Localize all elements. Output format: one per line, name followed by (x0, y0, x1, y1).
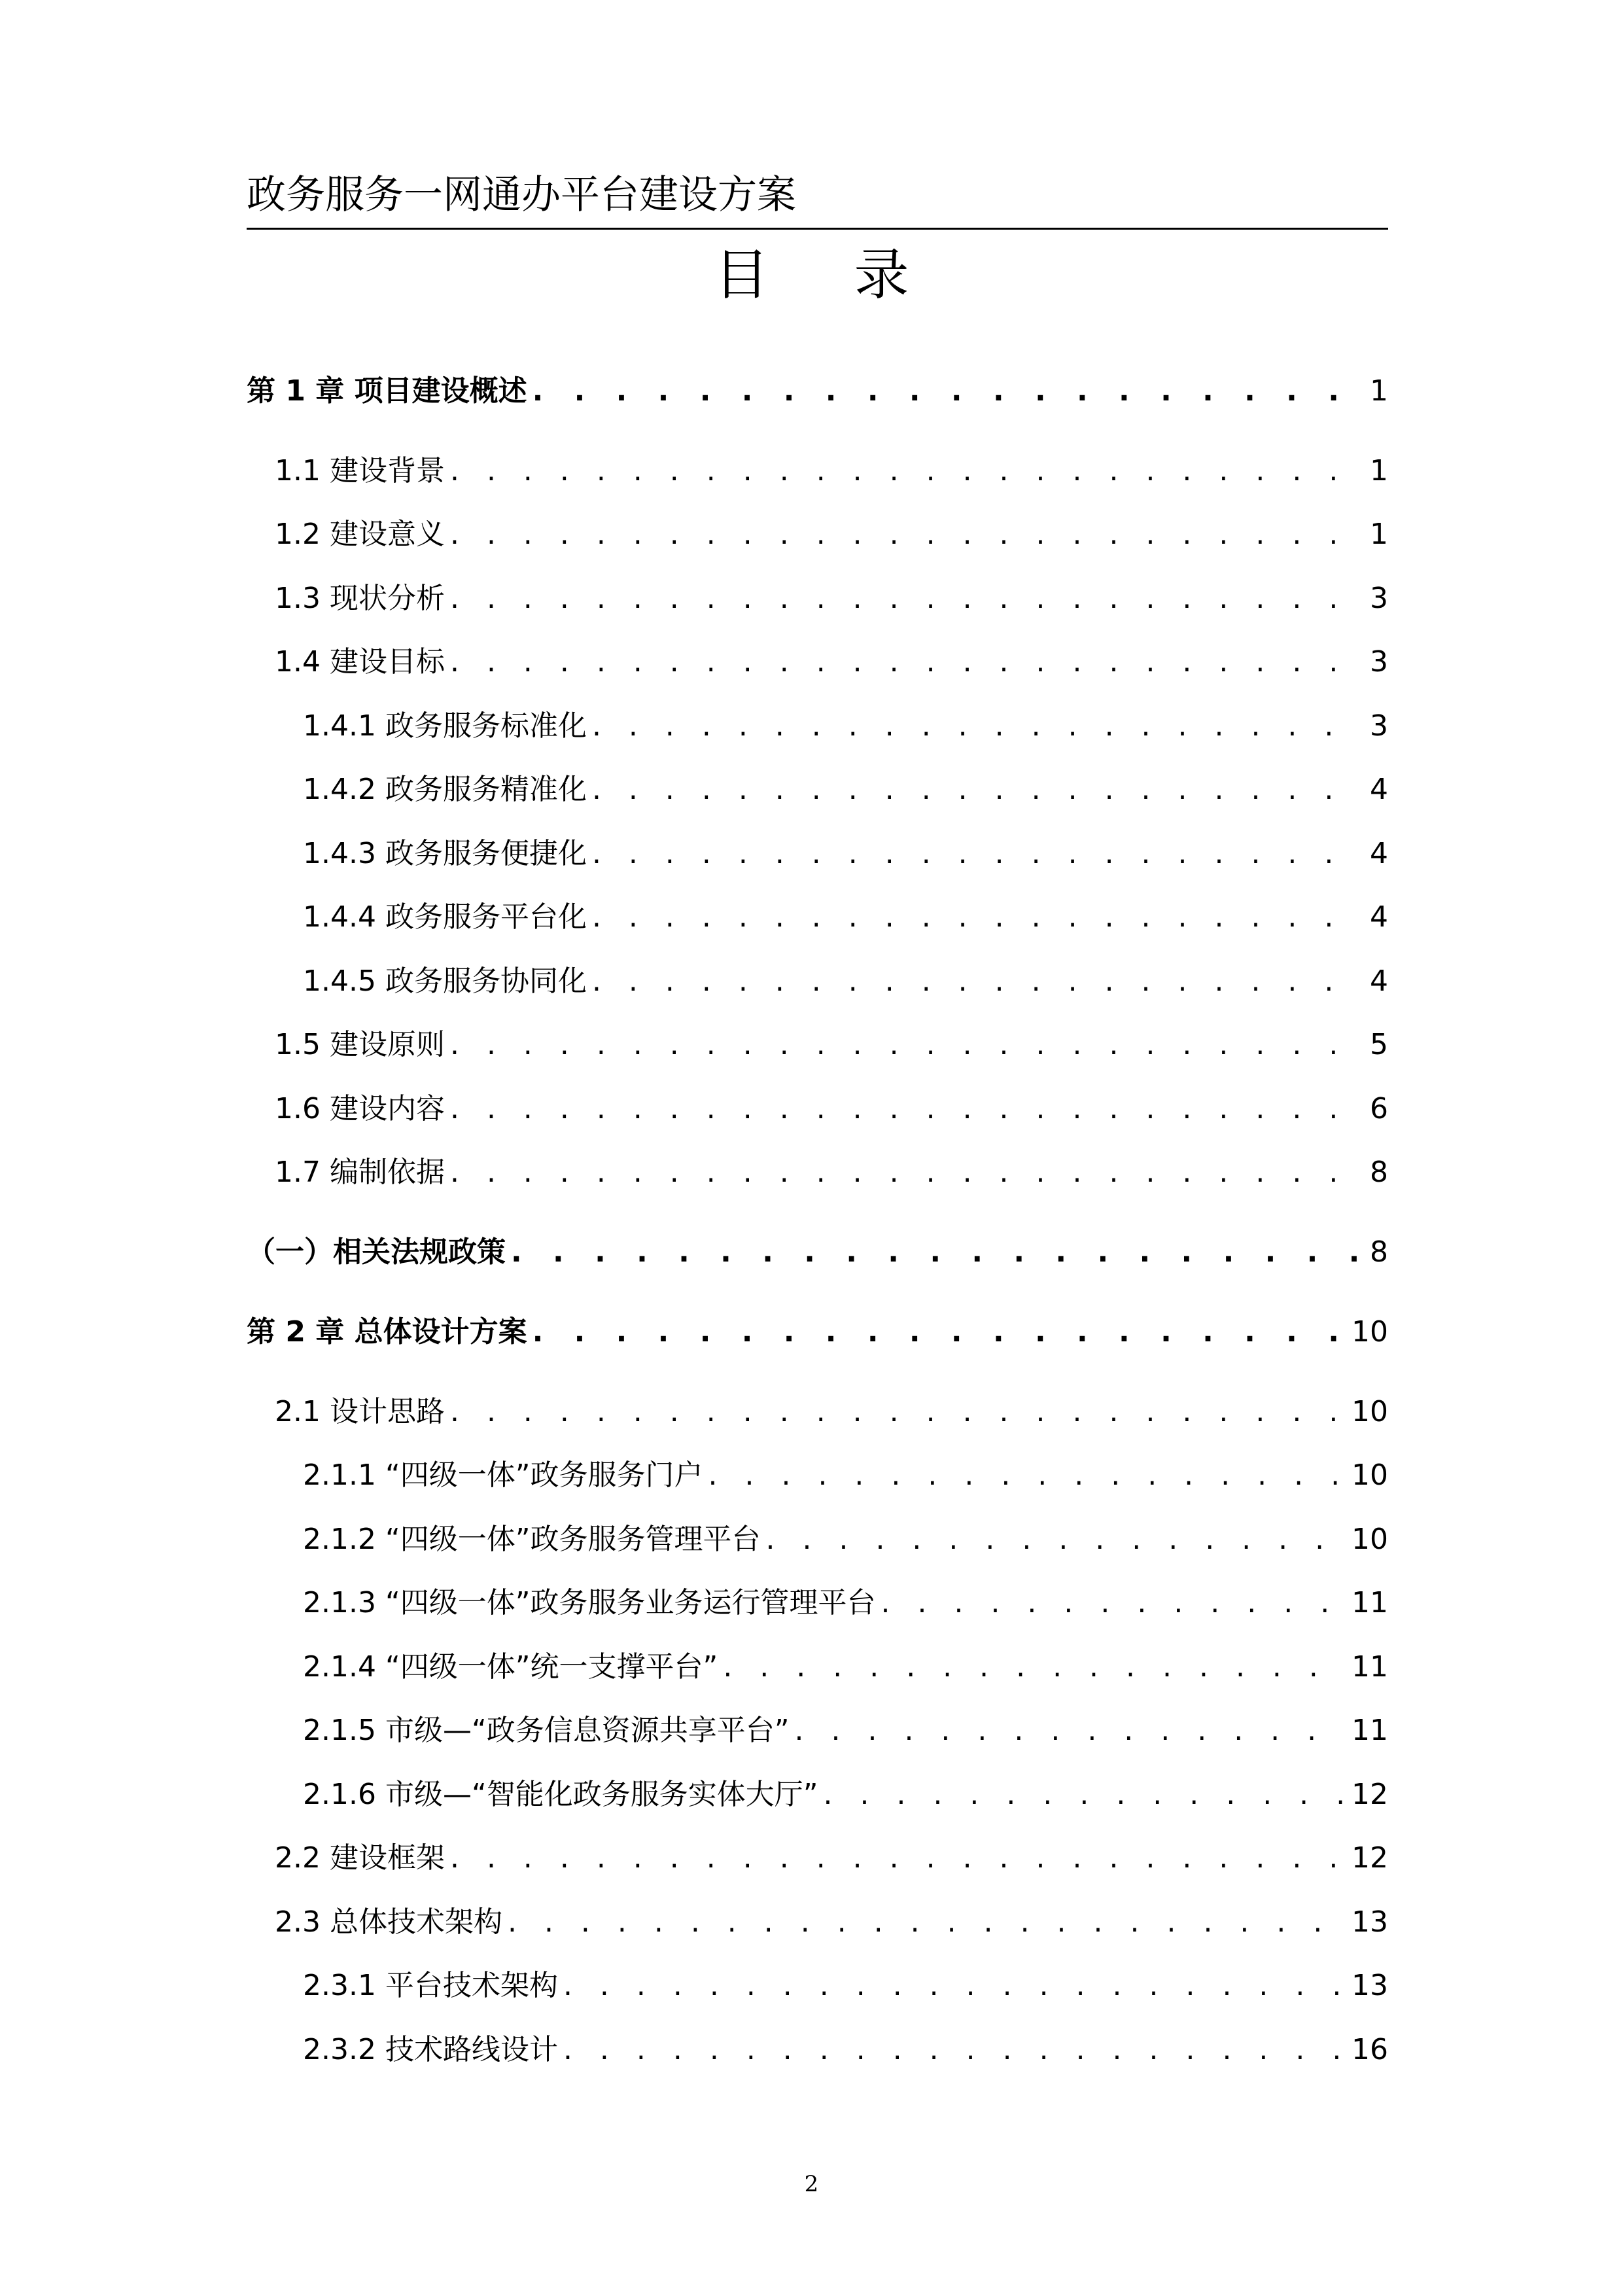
page-number: 2 (804, 2171, 819, 2197)
toc-entry-label: 2.1.5 市级—“政务信息资源共享平台” (303, 1714, 790, 1747)
toc-title-char-1: 目 (714, 243, 769, 307)
toc-leader-dots (450, 1024, 1363, 1066)
toc-entry-page: 13 (1352, 1905, 1388, 1939)
toc-leader-dots (881, 1582, 1346, 1624)
toc-entry-page: 3 (1370, 582, 1388, 615)
toc-leader-dots (450, 578, 1363, 620)
toc-entry-label: 2.1.2 “四级一体”政务服务管理平台 (303, 1523, 761, 1556)
toc-entry-page: 11 (1352, 1586, 1388, 1619)
toc-entry-2-1-2[interactable] (303, 1519, 1388, 1561)
toc-title (0, 239, 1623, 311)
toc-entry-page: 12 (1352, 1778, 1388, 1811)
toc-entry-label: 2.1.1 “四级一体”政务服务门户 (303, 1458, 703, 1492)
toc-leader-dots (766, 1519, 1346, 1561)
toc-entry-page: 1 (1370, 518, 1388, 551)
toc-entry-label: 1.1 建设背景 (275, 454, 445, 487)
toc-leader-dots (592, 896, 1363, 938)
toc-leader-dots (450, 1088, 1363, 1130)
toc-leader-dots (592, 769, 1363, 811)
toc-entry-label: 1.5 建设原则 (275, 1028, 445, 1061)
toc-entry-page: 8 (1370, 1156, 1388, 1189)
toc-entry-page: 12 (1352, 1841, 1388, 1875)
toc-entry-label: 2.1.6 市级—“智能化政务服务实体大厅” (303, 1778, 818, 1811)
toc-entry-2-1[interactable] (275, 1391, 1388, 1433)
toc-leader-dots (592, 833, 1363, 875)
toc-entry-page: 10 (1352, 1315, 1388, 1349)
toc-entry-1-1[interactable] (275, 450, 1388, 492)
toc-entry-label: 2.1 设计思路 (275, 1395, 445, 1428)
toc-entry-2-1-1[interactable] (303, 1455, 1388, 1496)
toc-entry-regulations[interactable] (247, 1231, 1388, 1273)
toc-leader-dots (450, 450, 1363, 492)
document-header-title: 政务服务一网通办平台建设方案 (247, 172, 796, 218)
toc-entry-label: 2.3.1 平台技术架构 (303, 1969, 558, 2002)
toc-entry-2-1-4[interactable] (303, 1646, 1388, 1688)
toc-leader-dots (450, 641, 1363, 683)
toc-entry-1-4-1[interactable] (303, 705, 1388, 747)
toc-entry-label: 1.4.1 政务服务标准化 (303, 709, 587, 743)
toc-entry-label: 2.3 总体技术架构 (275, 1905, 502, 1939)
toc-entry-label: 2.2 建设框架 (275, 1841, 445, 1875)
toc-title-char-2: 录 (854, 243, 909, 307)
toc-entry-page: 8 (1370, 1235, 1388, 1269)
toc-entry-2-2[interactable] (275, 1837, 1388, 1879)
toc-entry-page: 5 (1370, 1028, 1388, 1061)
toc-entry-1-2[interactable] (275, 514, 1388, 556)
toc-entry-page: 11 (1352, 1650, 1388, 1684)
toc-leader-dots (450, 1391, 1346, 1433)
toc-entry-page: 13 (1352, 1969, 1388, 2002)
toc-entry-page: 1 (1370, 454, 1388, 487)
toc-entry-label: 1.4.2 政务服务精准化 (303, 773, 587, 806)
toc-entry-page: 10 (1352, 1523, 1388, 1556)
toc-entry-1-4-3[interactable] (303, 833, 1388, 875)
toc-entry-label: 1.6 建设内容 (275, 1092, 445, 1125)
toc-entry-page: 16 (1352, 2033, 1388, 2066)
toc-leader-dots (511, 1231, 1363, 1273)
toc-leader-dots (563, 2029, 1346, 2071)
toc-leader-dots (563, 1965, 1346, 2007)
toc-leader-dots (450, 1837, 1346, 1879)
toc-entry-2-3-1[interactable] (303, 1965, 1388, 2007)
header-rule (247, 228, 1388, 230)
toc-entry-page: 4 (1370, 773, 1388, 806)
toc-entry-chapter-2[interactable] (247, 1311, 1388, 1353)
toc-entry-chapter-1[interactable] (247, 370, 1388, 412)
toc-leader-dots (795, 1710, 1346, 1752)
toc-entry-label: 1.2 建设意义 (275, 518, 445, 551)
toc-entry-1-4-5[interactable] (303, 961, 1388, 1002)
toc-entry-page: 3 (1370, 709, 1388, 743)
toc-entry-label: 1.4.5 政务服务协同化 (303, 964, 587, 998)
toc-entry-1-5[interactable] (275, 1024, 1388, 1066)
toc-leader-dots (723, 1646, 1346, 1688)
toc-entry-1-4-4[interactable] (303, 896, 1388, 938)
toc-entry-page: 4 (1370, 837, 1388, 870)
toc-leader-dots (592, 705, 1363, 747)
toc-entry-label: 1.3 现状分析 (275, 582, 445, 615)
toc-entry-label: 第 2 章 总体设计方案 (247, 1315, 527, 1349)
toc-entry-2-3[interactable] (275, 1901, 1388, 1943)
toc-entry-2-3-2[interactable] (303, 2029, 1388, 2071)
toc-entry-page: 10 (1352, 1458, 1388, 1492)
toc-leader-dots (532, 370, 1363, 412)
toc-entry-page: 1 (1370, 374, 1388, 408)
toc-entry-2-1-3[interactable] (303, 1582, 1388, 1624)
toc-entry-label: 2.1.3 “四级一体”政务服务业务运行管理平台 (303, 1586, 876, 1619)
toc-entry-page: 6 (1370, 1092, 1388, 1125)
toc-entry-1-7[interactable] (275, 1152, 1388, 1193)
toc-entry-label: 1.4.3 政务服务便捷化 (303, 837, 587, 870)
toc-entry-page: 4 (1370, 964, 1388, 998)
toc-entry-1-4-2[interactable] (303, 769, 1388, 811)
toc-leader-dots (592, 961, 1363, 1002)
toc-entry-2-1-6[interactable] (303, 1774, 1388, 1816)
toc-entry-label: 2.1.4 “四级一体”统一支撑平台” (303, 1650, 718, 1684)
toc-entry-page: 4 (1370, 900, 1388, 934)
toc-entry-label: 1.7 编制依据 (275, 1156, 445, 1189)
toc-entry-1-3[interactable] (275, 578, 1388, 620)
toc-entry-page: 10 (1352, 1395, 1388, 1428)
toc-leader-dots (532, 1311, 1346, 1353)
toc-entry-page: 3 (1370, 645, 1388, 679)
toc-leader-dots (508, 1901, 1346, 1943)
toc-entry-1-4[interactable] (275, 641, 1388, 683)
toc-leader-dots (708, 1455, 1346, 1496)
toc-leader-dots (450, 514, 1363, 556)
toc-leader-dots (824, 1774, 1346, 1816)
toc-entry-label: 第 1 章 项目建设概述 (247, 374, 527, 408)
toc-entry-label: 2.3.2 技术路线设计 (303, 2033, 558, 2066)
toc-entry-label: 1.4 建设目标 (275, 645, 445, 679)
toc-leader-dots (450, 1152, 1363, 1193)
toc-entry-label: 1.4.4 政务服务平台化 (303, 900, 587, 934)
toc-entry-page: 11 (1352, 1714, 1388, 1747)
toc-entry-label: （一）相关法规政策 (247, 1235, 506, 1269)
toc-entry-2-1-5[interactable] (303, 1710, 1388, 1752)
toc-entry-1-6[interactable] (275, 1088, 1388, 1130)
